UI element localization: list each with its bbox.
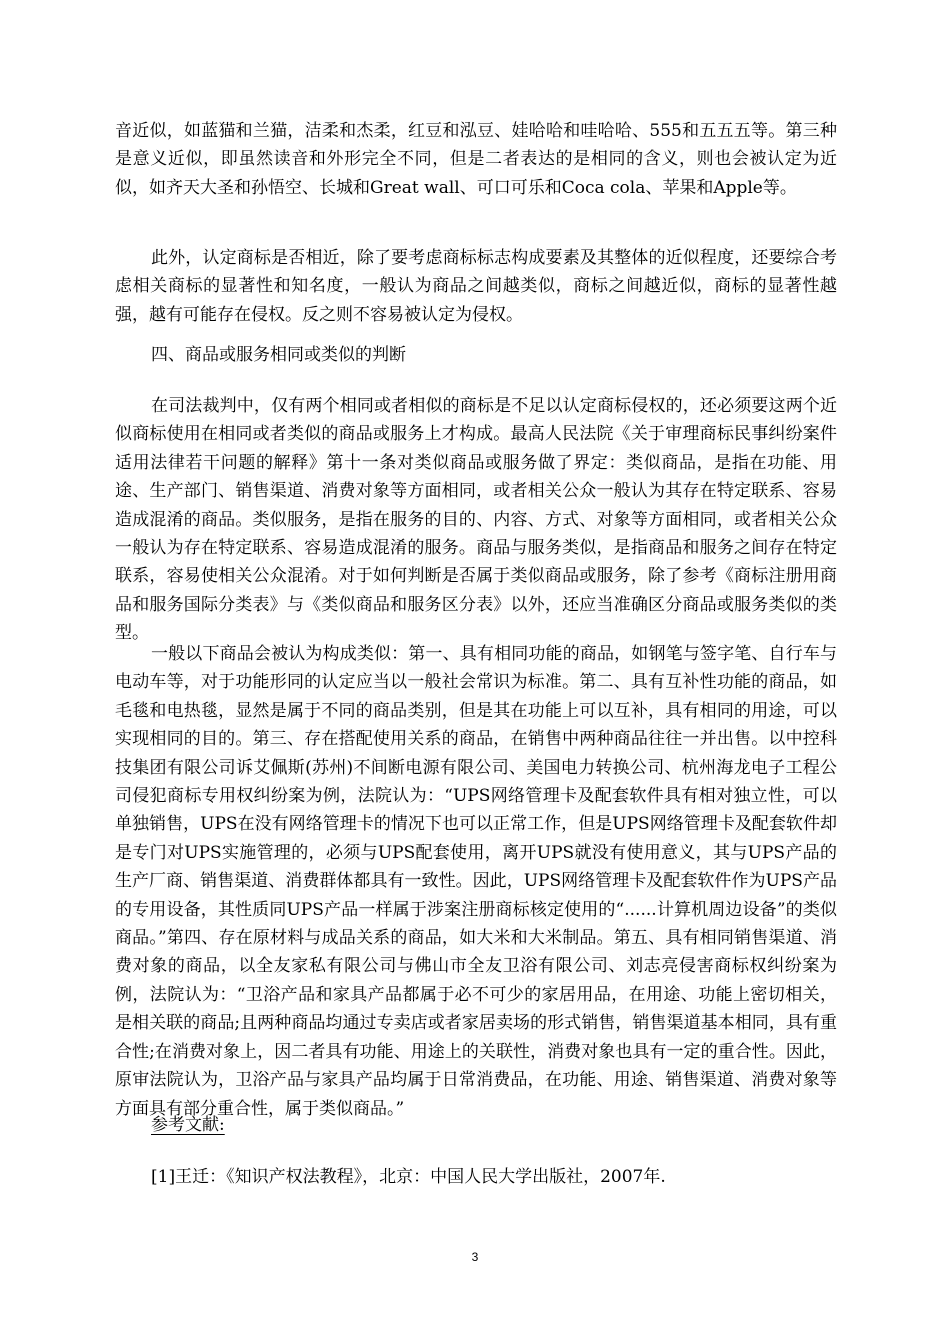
- reference-item: [1]王迁：《知识产权法教程》，北京：中国人民大学出版社，2007年.: [151, 1167, 666, 1187]
- references-title: 参考文献:: [151, 1115, 225, 1135]
- paragraph-trademark-distinctiveness: 此外，认定商标是否相近，除了要考虑商标标志构成要素及其整体的近似程度，还要综合考虑相关商标的显著性和知名度，一般认为商品之间越类似，商标之间越近似，商标的显著性越强，越有可能存在侵权。反之则不容易被认定为侵权。: [115, 248, 837, 325]
- page-number: 3: [471, 1250, 479, 1264]
- section-heading-4: 四、商品或服务相同或类似的判断: [151, 345, 406, 365]
- paragraph-similarity-examples: 音近似，如蓝猫和兰猫，洁柔和杰柔，红豆和泓豆、娃哈哈和哇哈哈、555和五五五等。第三种是意义近似，即虽然读音和外形完全不同，但是二者表达的是相同的含义，则也会被认定为近似，如齐天大圣和孙悟空、长城和Great wall、可口可乐和Coca cola、苹果和Apple等。: [115, 121, 837, 198]
- paragraph-judicial-determination: 在司法裁判中，仅有两个相同或者相似的商标是不足以认定商标侵权的，还必须要这两个近似商标使用在相同或者类似的商品或服务上才构成。最高人民法院《关于审理商标民事纠纷案件适用法律若干问题的解释》第十一条对类似商品或服务做了界定：类似商品，是指在功能、用途、生产部门、销售渠道、消费对象等方面相同，或者相关公众一般认为其存在特定联系、容易造成混淆的商品。类似服务，是指在服务的目的、内容、方式、对象等方面相同，或者相关公众一般认为存在特定联系、容易造成混淆的服务。商品与服务类似，是指商品和服务之间存在特定联系，容易使相关公众混淆。对于如何判断是否属于类似商品或服务，除了参考《商标注册用商品和服务国际分类表》与《类似商品和服务区分表》以外，还应当准确区分商品或服务类似的类型。: [115, 396, 837, 644]
- paragraph-similar-goods-types: 一般以下商品会被认为构成类似：第一、具有相同功能的商品，如钢笔与签字笔、自行车与电动车等，对于功能形同的认定应当以一般社会常识为标准。第二、具有互补性功能的商品，如毛毯和电热毯，显然是属于不同的商品类别，但是其在功能上可以互补，具有相同的用途，可以实现相同的目的。第三、存在搭配使用关系的商品，在销售中两种商品往往一并出售。以中控科技集团有限公司诉艾佩斯(苏州)不间断电源有限公司、美国电力转换公司、杭州海龙电子工程公司侵犯商标专用权纠纷案为例，法院认为：“UPS网络管理卡及配套软件具有相对独立性，可以单独销售，UPS在没有网络管理卡的情况下也可以正常工作，但是UPS网络管理卡及配套软件却是专门对UPS实施管理的，必须与UPS配套使用，离开UPS就没有使用意义，其与UPS产品的生产厂商、销售渠道、消费群体都具有一致性。因此，UPS网络管理卡及配套软件作为UPS产品的专用设备，其性质同UPS产品一样属于涉案注册商标核定使用的“......计算机周边设备”的类似商品。”第四、存在原材料与成品关系的商品，如大米和大米制品。第五、具有相同销售渠道、消费对象的商品，以全友家私有限公司与佛山市全友卫浴有限公司、刘志亮侵害商标权纠纷案为例，法院认为：“卫浴产品和家具产品都属于必不可少的家居用品，在用途、功能上密切相关，是相关联的商品;且两种商品均通过专卖店或者家居卖场的形式销售，销售渠道基本相同，具有重合性;在消费对象上，因二者具有功能、用途上的关联性，消费对象也具有一定的重合性。因此，原审法院认为，卫浴产品与家具产品均属于日常消费品，在功能、用途、销售渠道、消费对象等方面具有部分重合性，属于类似商品。”: [115, 644, 837, 1119]
